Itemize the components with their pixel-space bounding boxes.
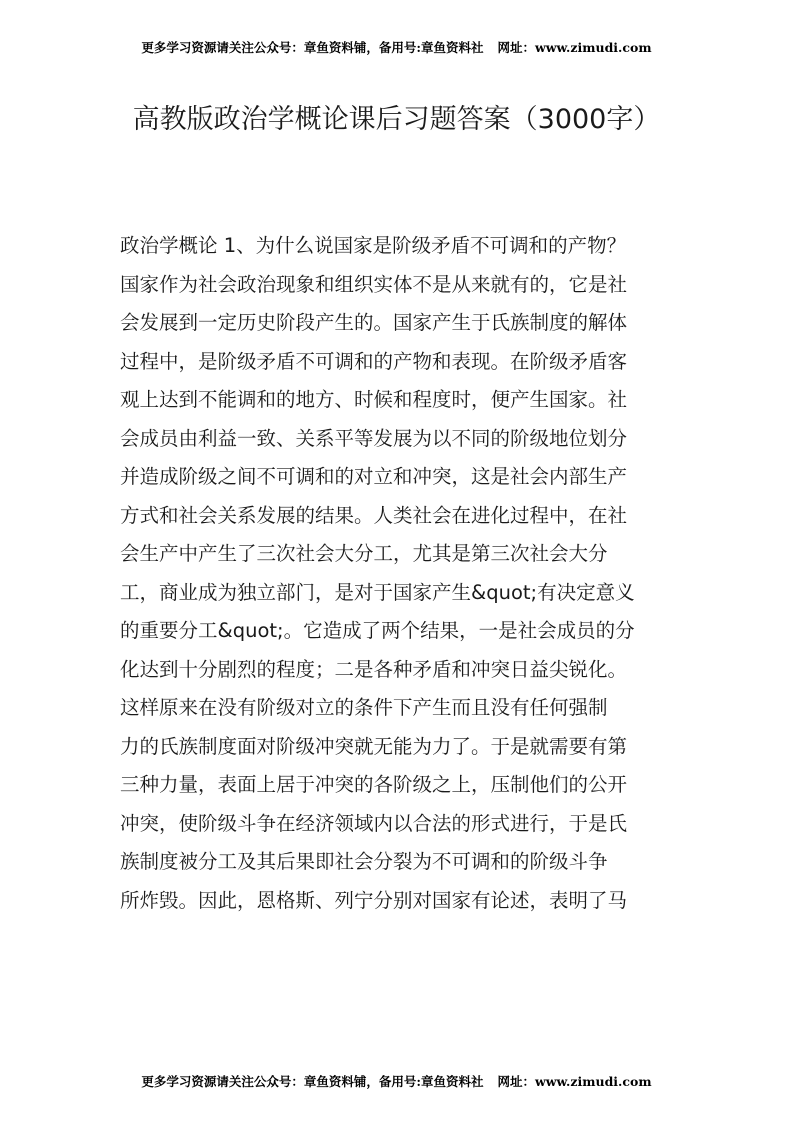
body-line: 冲突，使阶级斗争在经济领域内以合法的形式进行，于是氏: [120, 811, 628, 835]
body-line: 政治学概论 1、为什么说国家是阶级矛盾不可调和的产物？: [120, 234, 627, 257]
body-line: 过程中，是阶级矛盾不可调和的产物和表现。在阶级矛盾客: [120, 349, 628, 373]
body-line: 这样原来在没有阶级对立的条件下产生而且没有任何强制: [120, 696, 608, 719]
body-line: 会成员由利益一致、关系平等发展为以不同的阶级地位划分: [120, 426, 628, 450]
footer-website: 网址：www.zimudi.com: [497, 1074, 652, 1089]
body-line: 国家作为社会政治现象和组织实体不是从来就有的，它是社: [120, 272, 628, 296]
document-body: [120, 227, 680, 920]
body-line: 三种力量，表面上居于冲突的各阶级之上，压制他们的公开: [120, 773, 628, 796]
body-line: 观上达到不能调和的地方、时候和程度时，便产生国家。社: [120, 388, 628, 411]
body-line: 力的氏族制度面对阶级冲突就无能为力了。于是就需要有第: [120, 734, 628, 758]
body-line: 工，商业成为独立部门，是对于国家产生&quot;有决定意义: [120, 580, 635, 604]
header-notice: 更多学习资源请关注公众号：章鱼资料铺，备用号:章鱼资料社: [141, 40, 484, 55]
body-line: 会生产中产生了三次社会大分工，尤其是第三次社会大分: [120, 542, 608, 565]
body-line: 族制度被分工及其后果即社会分裂为不可调和的阶级斗争: [120, 850, 608, 873]
body-line: 的重要分工&quot;。它造成了两个结果，一是社会成员的分: [120, 619, 635, 642]
footer-banner: [0, 1072, 793, 1090]
header-banner: [0, 38, 793, 56]
body-line: 会发展到一定历史阶段产生的。国家产生于氏族制度的解体: [120, 311, 628, 334]
document-title: 高教版政治学概论课后习题答案（3000字）: [132, 104, 661, 135]
body-line: 所炸毁。因此，恩格斯、列宁分别对国家有论述，表明了马: [120, 888, 628, 912]
body-line: 化达到十分剧烈的程度；二是各种矛盾和冲突日益尖锐化。: [120, 657, 628, 681]
body-line: 并造成阶级之间不可调和的对立和冲突，这是社会内部生产: [120, 465, 628, 488]
footer-notice: 更多学习资源请关注公众号：章鱼资料铺，备用号:章鱼资料社: [141, 1074, 484, 1089]
body-line: 方式和社会关系发展的结果。人类社会在进化过程中，在社: [120, 503, 628, 527]
header-website: 网址：www.zimudi.com: [497, 40, 652, 55]
